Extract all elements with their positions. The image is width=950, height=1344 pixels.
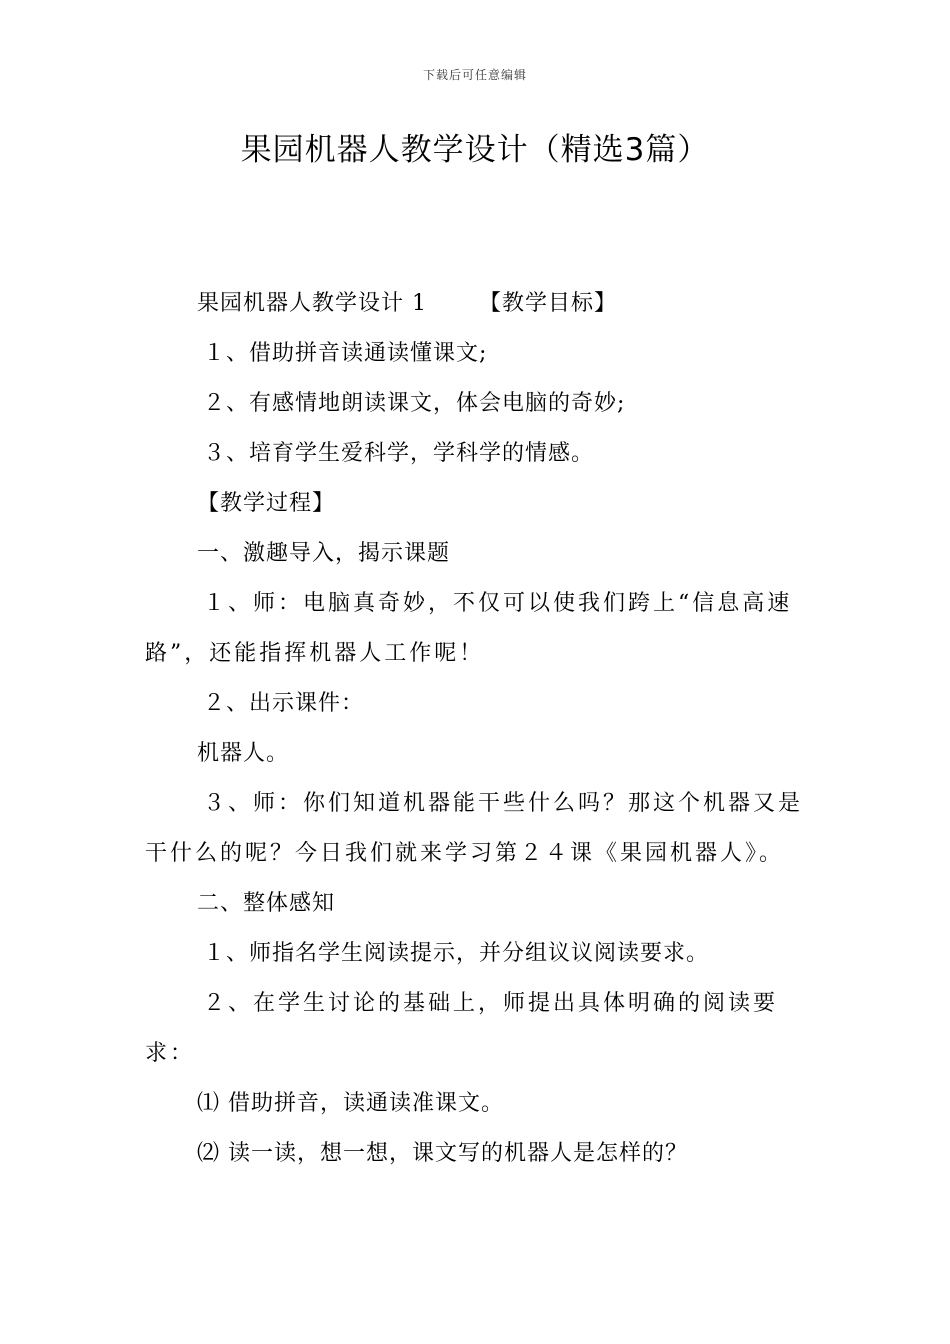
paragraph-teacher-intro: １、师：电脑真奇妙，不仅可以使我们跨上“信息高速路”，还能指挥机器人工作呢！ xyxy=(145,591,793,666)
goal-item-3: ３、培育学生爱科学，学科学的情感。 xyxy=(203,441,595,466)
paragraph-teacher-question: ３、师：你们知道机器能干些什么吗？那这个机器又是干什么的呢？今日我们就来学习第２４课《果园机器人》。 xyxy=(145,791,804,866)
requirement-item-2: ⑵ 读一读，想一想，课文写的机器人是怎样的？ xyxy=(197,1141,688,1166)
step-heading-1: 一、激趣导入，揭示课题 xyxy=(197,541,451,566)
paragraph-show-courseware: ２、出示课件： xyxy=(203,691,365,716)
document-body xyxy=(145,279,805,1179)
paragraph-reading-hint: １、师指名学生阅读提示，并分组议议阅读要求。 xyxy=(203,941,710,966)
paragraph-reading-requirements: ２、在学生讨论的基础上，师提出具体明确的阅读要求： xyxy=(145,991,779,1066)
process-label: 【教学过程】 xyxy=(197,491,336,516)
goals-label: 【教学目标】 xyxy=(479,291,618,316)
goal-item-1: １、借助拼音读通读懂课文; xyxy=(203,341,488,366)
goal-item-2: ２、有感情地朗读课文，体会电脑的奇妙; xyxy=(203,391,626,416)
section-heading: 果园机器人教学设计 1 xyxy=(197,291,427,316)
paragraph-robot: 机器人。 xyxy=(197,741,290,766)
step-heading-2: 二、整体感知 xyxy=(197,891,336,916)
page-header-note: 下载后可任意编辑 xyxy=(422,68,527,82)
document-title: 果园机器人教学设计（精选3篇） xyxy=(240,132,710,168)
section-heading-line xyxy=(145,279,805,329)
requirement-item-1: ⑴ 借助拼音，读通读准课文。 xyxy=(197,1091,504,1116)
